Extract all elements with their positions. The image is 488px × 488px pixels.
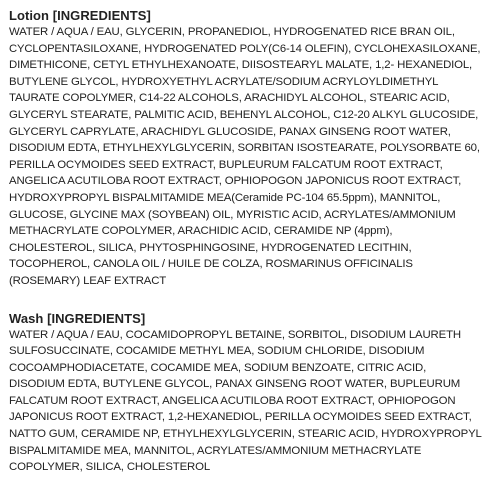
ingredient-line: JAPONICUS ROOT EXTRACT, 1,2-HEXANEDIOL, PERILLA OCYMOIDES SEED EXTRACT, bbox=[9, 411, 472, 424]
ingredient-line: METHACRYLATE COPOLYMER, ARACHIDIC ACID, CERAMIDE NP (4ppm), bbox=[9, 225, 393, 238]
ingredient-line: BUTYLENE GLYCOL, HYDROXYETHYL ACRYLATE/SODIUM ACRYLOYLDIMETHYL bbox=[9, 75, 439, 88]
lotion-heading bbox=[9, 7, 483, 24]
ingredient-line: (ROSEMARY) LEAF EXTRACT bbox=[9, 274, 167, 287]
ingredient-line: CHOLESTEROL, SILICA, PHYTOSPHINGOSINE, HYDROGENATED LECITHIN, bbox=[9, 241, 412, 254]
wash-heading bbox=[9, 310, 483, 327]
ingredient-line: WATER / AQUA / EAU, GLYCERIN, PROPANEDIOL, HYDROGENATED RICE BRAN OIL, bbox=[9, 26, 455, 38]
ingredient-line: DISODIUM EDTA, BUTYLENE GLYCOL, PANAX GINSENG ROOT WATER, BUPLEURUM bbox=[9, 378, 461, 391]
ingredient-line: SULFOSUCCINATE, COCAMIDE METHYL MEA, SODIUM CHLORIDE, DISODIUM bbox=[9, 345, 425, 358]
ingredient-line: CYCLOPENTASILOXANE, HYDROGENATED POLY(C6-14 OLEFIN), CYCLOHEXASILOXANE, bbox=[9, 42, 481, 55]
wash-ingredient-list bbox=[9, 327, 483, 476]
wash-ingredients-section bbox=[9, 290, 483, 476]
ingredient-line: GLUCOSE, GLYCINE MAX (SOYBEAN) OIL, MYRISTIC ACID, ACRYLATES/AMMONIUM bbox=[9, 208, 456, 221]
lotion-product-name: Lotion bbox=[9, 8, 50, 23]
ingredient-line: ANGELICA ACUTILOBA ROOT EXTRACT, OPHIOPOGON JAPONICUS ROOT EXTRACT, bbox=[9, 175, 462, 188]
wash-heading-label: [INGREDIENTS] bbox=[47, 310, 146, 326]
ingredient-line: DIMETHICONE, CETYL ETHYLHEXANOATE, DIISOSTEARYL MALATE, 1,2- HEXANEDIOL, bbox=[9, 59, 473, 72]
wash-product-name: Wash bbox=[9, 310, 44, 326]
ingredient-line: COPOLYMER, SILICA, CHOLESTEROL bbox=[9, 461, 211, 474]
ingredient-line: NATTO GUM, CERAMIDE NP, ETHYLHEXYLGLYCERIN, STEARIC ACID, HYDROXYPROPYL bbox=[9, 428, 482, 441]
ingredient-line: TAURATE COPOLYMER, C14-22 ALCOHOLS, ARACHIDYL ALCOHOL, STEARIC ACID, bbox=[9, 92, 450, 105]
lotion-ingredients-section bbox=[9, 0, 483, 290]
ingredient-line: COCOAMPHODIACETATE, COCAMIDE MEA, SODIUM BENZOATE, CITRIC ACID, bbox=[9, 361, 427, 374]
ingredient-line: PERILLA OCYMOIDES SEED EXTRACT, BUPLEURUM FALCATUM ROOT EXTRACT, bbox=[9, 158, 443, 171]
ingredient-line: HYDROXYPROPYL BISPALMITAMIDE MEA(Ceramide PC-104 65.5ppm), MANNITOL, bbox=[9, 191, 441, 204]
lotion-heading-label: [INGREDIENTS] bbox=[52, 8, 151, 23]
ingredient-line: GLYCERYL STEARATE, PALMITIC ACID, BEHENYL ALCOHOL, C12-20 ALKYL GLUCOSIDE, bbox=[9, 108, 479, 121]
ingredient-line: TOCOPHEROL, CANOLA OIL / HUILE DE COLZA, ROSMARINUS OFFICINALIS bbox=[9, 258, 413, 271]
ingredient-line: DISODIUM EDTA, ETHYLHEXYLGLYCERIN, SORBITAN ISOSTEARATE, POLYSORBATE 60, bbox=[9, 142, 480, 155]
ingredient-line: BISPALMITAMIDE MEA, MANNITOL, ACRYLATES/AMMONIUM METHACRYLATE bbox=[9, 444, 422, 457]
lotion-ingredient-list bbox=[9, 24, 483, 290]
ingredient-line: GLYCERYL CAPRYLATE, ARACHIDYL GLUCOSIDE, PANAX GINSENG ROOT WATER, bbox=[9, 125, 451, 138]
ingredient-line: FALCATUM ROOT EXTRACT, ANGELICA ACUTILOBA ROOT EXTRACT, OPHIOPOGON bbox=[9, 394, 456, 407]
ingredient-line: WATER / AQUA / EAU, COCAMIDOPROPYL BETAINE, SORBITOL, DISODIUM LAURETH bbox=[9, 328, 461, 341]
ingredients-sheet bbox=[9, 0, 483, 476]
